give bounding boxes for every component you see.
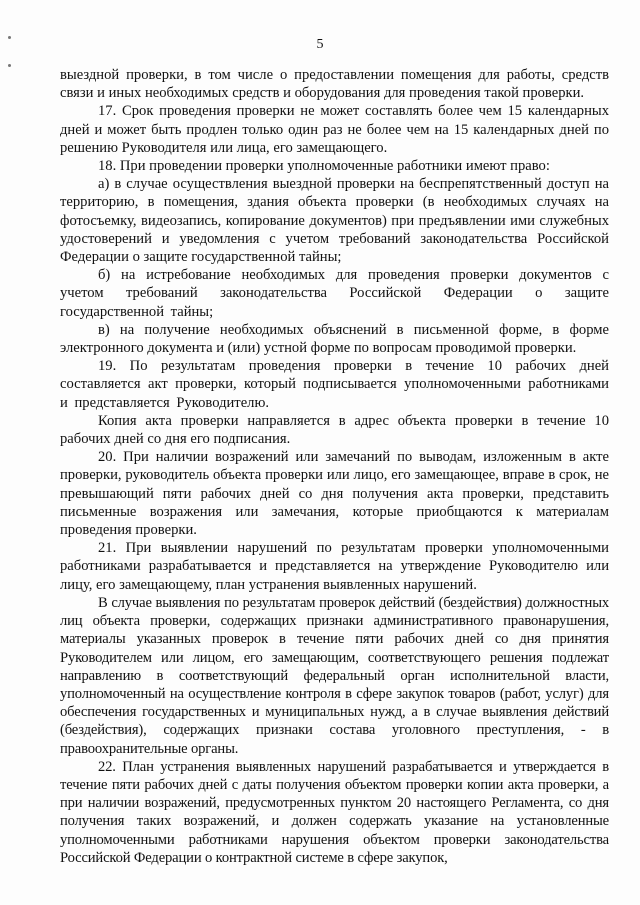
margin-mark — [8, 64, 11, 67]
paragraph-violations: В случае выявления по результатам проверок действий (бездействия) должностных лиц объекта проверки, содержащих признаки административного правонарушения, материалы указанных проверок в течение пяти рабочих дней со дня принятия Руководителем или лицом, его замещающим, соответствующего решения подлежат направлению в соответствующий федеральный орган исполнительной власти, уполномоченный на осуществление контроля в сфере закупок товаров (работ, услуг) для обеспечения государственных и муниципальных нужд, а в случае выявления действий (бездействия), содержащих признаки состава уголовного преступления, - в правоохранительные органы. — [60, 594, 609, 757]
paragraph-item-17: 17. Срок проведения проверки не может составлять более чем 15 календарных дней и может быть продлен только один раз не более чем на 15 календарных дней по решению Руководителя или лица, его замещающего. — [60, 103, 609, 156]
paragraph-item-18: 18. При проведении проверки уполномоченные работники имеют право: — [98, 158, 550, 175]
paragraph-item-18c: в) на получение необходимых объяснений в письменной форме, в форме электронного документа и (или) устной форме по вопросам проводимой проверки. — [60, 321, 609, 357]
paragraph-continuation: выездной проверки, в том числе о предоставлении помещения для работы, средств связи и иных необходимых средств и оборудования для проведения такой проверки. — [60, 67, 609, 102]
document-body — [60, 66, 609, 867]
paragraph-item-18a: а) в случае осуществления выездной проверки на беспрепятственный доступ на территорию, в помещения, здания объекта проверки (в необходимых случаях на фотосъемку, видеозапись, копирование документов) при предъявлении ими служебных удостоверений и уведомления с учетом требований законодательства Российской Федерации о защите государственной тайны; — [60, 176, 609, 266]
paragraph-act-copy: Копия акта проверки направляется в адрес объекта проверки в течение 10 рабочих дней со дня его подписания. — [60, 412, 609, 448]
paragraph-item-20: 20. При наличии возражений или замечаний по выводам, изложенным в акте проверки, руководитель объекта проверки или лицо, его замещающее, вправе в срок, не превышающий пяти рабочих дней со дня получения акта проверки, представить письменные возражения или замечания, которые приобщаются к материалам проведения проверки. — [60, 449, 609, 539]
paragraph-item-22: 22. План устранения выявленных нарушений разрабатывается и утверждается в течение пяти рабочих дней с даты получения объектом проверки копии акта проверки, а при наличии возражений, предусмотренных пунктом 20 настоящего Регламента, со дня получения таких возражений, и должен содержать указание на установленные уполномоченными работниками нарушения объектом проверки законодательства Российской Федерации о контрактной системе в сфере закупок, — [60, 758, 609, 866]
paragraph-item-19: 19. По результатам проведения проверки в течение 10 рабочих дней составляется акт проверки, который подписывается уполномоченными работниками и представляется Руководителю. — [60, 358, 609, 411]
paragraph-item-18b: б) на истребование необходимых для проведения проверки документов с учетом требований законодательства Российской Федерации о защите государственной тайны; — [60, 267, 609, 320]
paragraph-item-21: 21. При выявлении нарушений по результатам проверки уполномоченными работниками разрабатывается и представляется на утверждение Руководителю или лицу, его замещающему, план устранения выявленных нарушений. — [60, 540, 609, 593]
page-number: 5 — [316, 37, 324, 52]
